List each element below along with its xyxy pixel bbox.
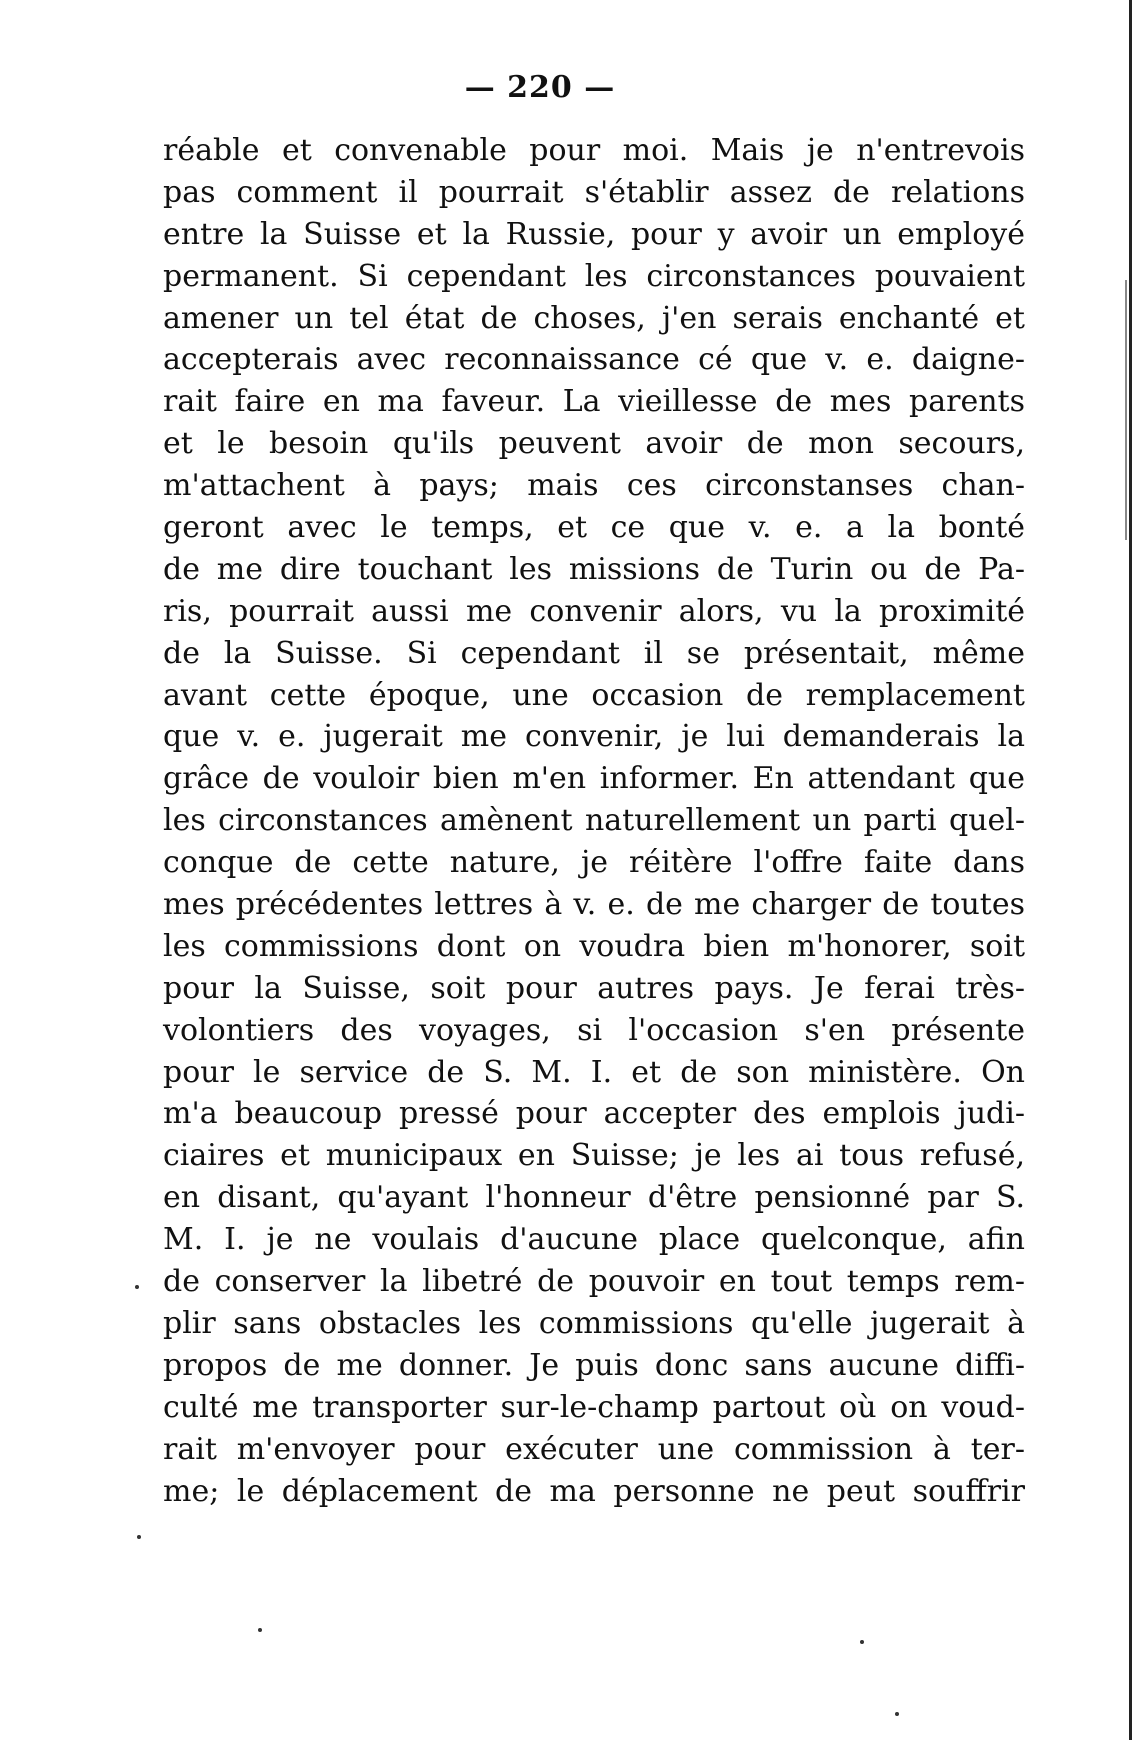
text-line: pour la Suisse, soit pour autres pays. Je ferai très- [163, 970, 1025, 1006]
scan-speck [895, 1712, 899, 1716]
text-line: rait m'envoyer pour exécuter une commission à ter- [163, 1431, 1025, 1467]
text-line: permanent. Si cependant les circonstances pouvaient [163, 258, 1025, 294]
scan-speck [860, 1640, 864, 1644]
text-line: accepterais avec reconnaissance cé que v. e. daigne- [163, 342, 1025, 378]
scan-speck [137, 1535, 141, 1539]
text-line: de me dire touchant les missions de Turin ou de Pa- [163, 551, 1025, 587]
text-line: mes précédentes lettres à v. e. de me charger de toutes [163, 887, 1025, 923]
body-text [163, 130, 1025, 1512]
text-line: conque de cette nature, je réitère l'offre faite dans [163, 845, 1025, 881]
text-line: que v. e. jugerait me convenir, je lui demanderais la [163, 719, 1025, 755]
text-line: de la Suisse. Si cependant il se présentait, même [163, 635, 1025, 671]
scan-page-edge [1129, 0, 1132, 1740]
text-line: volontiers des voyages, si l'occasion s'en présente [163, 1012, 1025, 1048]
scan-speck [258, 1628, 262, 1632]
text-line: me; le déplacement de ma personne ne peut souffrir [163, 1473, 1025, 1509]
text-line: entre la Suisse et la Russie, pour y avoir un employé [163, 216, 1025, 252]
text-line: grâce de vouloir bien m'en informer. En attendant que [163, 761, 1025, 797]
text-line: m'a beaucoup pressé pour accepter des emplois judi- [163, 1096, 1025, 1132]
text-line: les commissions dont on voudra bien m'honorer, soit [163, 928, 1025, 964]
text-line: avant cette époque, une occasion de remplacement [163, 677, 1025, 713]
text-line: m'attachent à pays; mais ces circonstanses chan- [163, 468, 1025, 504]
text-line: pas comment il pourrait s'établir assez de relations [163, 174, 1025, 210]
text-line: rait faire en ma faveur. La vieillesse de mes parents [163, 384, 1025, 420]
text-line: les circonstances amènent naturellement un parti quel- [163, 803, 1025, 839]
text-line: de conserver la libetré de pouvoir en tout temps rem- [163, 1264, 1025, 1300]
text-line: ciaires et municipaux en Suisse; je les ai tous refusé, [163, 1138, 1025, 1174]
text-line: amener un tel état de choses, j'en serais enchanté et [163, 300, 1025, 336]
text-line: culté me transporter sur-le-champ partout où on voud- [163, 1389, 1025, 1425]
text-line: plir sans obstacles les commissions qu'elle jugerait à [163, 1305, 1025, 1341]
text-line: M. I. je ne voulais d'aucune place quelconque, afin [163, 1222, 1025, 1258]
text-line: réable et convenable pour moi. Mais je n'entrevois [163, 133, 1025, 168]
text-line: pour le service de S. M. I. et de son ministère. On [163, 1054, 1025, 1090]
text-line: ris, pourrait aussi me convenir alors, vu la proximité [163, 593, 1025, 629]
text-line: propos de me donner. Je puis donc sans aucune diffi- [163, 1347, 1025, 1383]
scan-page-edge-faint [1125, 280, 1127, 540]
text-line: et le besoin qu'ils peuvent avoir de mon secours, [163, 426, 1025, 462]
scan-speck [135, 1285, 139, 1289]
page-number: — 220 — [464, 70, 616, 105]
text-line: en disant, qu'ayant l'honneur d'être pensionné par S. [163, 1180, 1025, 1216]
text-line: geront avec le temps, et ce que v. e. a la bonté [163, 510, 1025, 546]
